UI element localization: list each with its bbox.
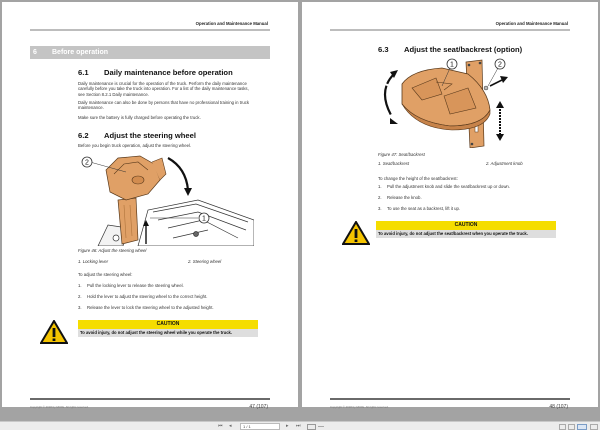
running-header: Operation and Maintenance Manual (195, 21, 268, 26)
caution-text: To avoid injury, do not adjust the steering wheel while you operate the truck. (80, 330, 233, 335)
legend-item-2: 2. Adjustment knob (486, 161, 523, 166)
figure-caption: Figure 46: Adjust the steering wheel (78, 248, 147, 253)
steering-wheel-illustration (78, 150, 254, 246)
step-number: 1. (78, 283, 82, 288)
caution-box (376, 221, 556, 238)
comment-icon[interactable] (318, 423, 324, 427)
next-page-icon[interactable]: ▸ (286, 423, 289, 429)
caution-box (78, 320, 258, 337)
legend-item-2: 2. Steering wheel (188, 259, 222, 264)
running-header: Operation and Maintenance Manual (495, 21, 568, 26)
fit-width-view-icon[interactable] (590, 424, 598, 430)
step-number: 3. (78, 305, 82, 310)
callout-2: 2 (85, 159, 89, 167)
steps-intro: To adjust the steering wheel: (78, 272, 133, 277)
first-page-icon[interactable]: ⏮ (218, 423, 223, 429)
chapter-heading (30, 46, 270, 59)
caution-text: To avoid injury, do not adjust the seat/backrest when you operate the truck. (378, 231, 528, 236)
legend-item-1: 1. Seat/backrest (378, 161, 410, 166)
document-page-48 (302, 2, 598, 410)
step-number: 2. (78, 294, 82, 299)
warning-triangle-icon (342, 221, 370, 245)
step-text: To use the seat as a backrest, lift it up. (387, 206, 461, 211)
page-number: 48 (107) (549, 404, 568, 410)
paragraph: Make sure the battery is fully charged before operating the truck. (78, 115, 201, 120)
document-page-47 (2, 2, 298, 410)
step-number: 1. (378, 184, 382, 189)
step-text: Pull the locking lever to release the steering wheel. (87, 283, 184, 288)
section-number: 6.1 (78, 68, 89, 77)
figure-caption: Figure 47: Seat/backrest (378, 152, 425, 157)
seat-backrest-illustration (372, 56, 542, 148)
paragraph: Daily maintenance is crucial for the operation of the truck. Perform the daily maintenance carefully before you take the truck into operation. For a list of the daily maintenance tasks, see Section 8.2.1 Daily maintenance. (78, 81, 249, 97)
last-page-icon[interactable]: ⏭ (296, 423, 301, 429)
step-text: Pull the adjustment knob and slide the seat/backrest up or down. (387, 184, 511, 189)
prev-page-icon[interactable]: ◂ (229, 423, 232, 429)
legend-item-1: 1. Locking lever (78, 259, 109, 264)
paragraph: Daily maintenance can also be done by persons that have no professional training in truck maintenance. (78, 100, 250, 111)
header-rule (330, 29, 570, 31)
caution-label: CAUTION (376, 221, 556, 230)
section-number: 6.2 (78, 131, 89, 140)
single-page-view-icon[interactable] (559, 424, 566, 430)
step-text: Hold the lever to adjust the steering wheel to the correct height. (87, 294, 208, 299)
caution-label: CAUTION (78, 320, 258, 329)
header-rule (30, 29, 270, 31)
callout-1: 1 (450, 61, 454, 69)
chapter-number: 6 (33, 49, 37, 56)
footer-rule (330, 398, 570, 400)
footer-copyright: Copyright © 2018 by MCFE. All rights reserved. (330, 405, 389, 409)
step-number: 3. (378, 206, 382, 211)
section-title: Daily maintenance before operation (104, 68, 233, 77)
two-page-view-icon[interactable] (577, 424, 587, 430)
callout-2: 2 (498, 61, 502, 69)
footer-copyright: Copyright © 2018 by MCFE. All rights reserved. (30, 405, 89, 409)
section-title: Adjust the seat/backrest (option) (404, 45, 523, 54)
step-number: 2. (378, 195, 382, 200)
callout-1: 1 (202, 215, 206, 223)
copy-icon[interactable] (307, 424, 316, 430)
step-text: Release the lever to lock the steering wheel to the adjusted height. (87, 305, 214, 310)
continuous-view-icon[interactable] (568, 424, 575, 430)
steps-intro: To change the height of the seat/backrest: (378, 176, 458, 181)
footer-rule (30, 398, 270, 400)
page-number: 47 (107) (249, 404, 268, 410)
section-title: Adjust the steering wheel (104, 131, 196, 140)
chapter-title: Before operation (52, 49, 109, 56)
paragraph: Before you begin truck operation, adjust the steering wheel. (78, 143, 192, 148)
page-number-input[interactable]: 1 / 1 (240, 423, 280, 430)
step-text: Release the knob. (387, 195, 422, 200)
warning-triangle-icon (40, 320, 68, 344)
section-number: 6.3 (378, 45, 389, 54)
